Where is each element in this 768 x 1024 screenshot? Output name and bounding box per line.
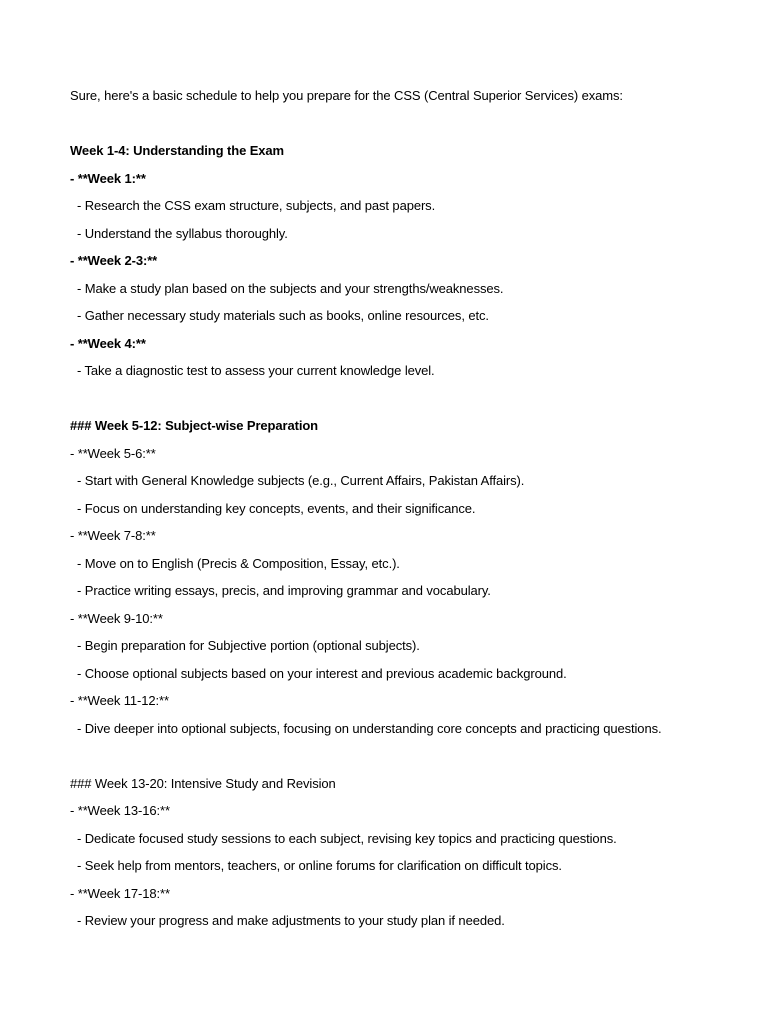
week-label: - **Week 17-18:** — [70, 885, 170, 901]
list-item: - Make a study plan based on the subjects and your strengths/weaknesses. — [70, 280, 504, 296]
list-item: - Gather necessary study materials such as books, online resources, etc. — [70, 308, 489, 323]
document-body — [70, 141, 750, 939]
list-item: - Focus on understanding key concepts, events, and their significance. — [70, 500, 476, 516]
week-label: - **Week 13-16:** — [70, 803, 170, 818]
section-heading: ### Week 13-20: Intensive Study and Revision — [70, 775, 336, 791]
week-label: - **Week 9-10:** — [70, 610, 163, 626]
spacer — [70, 389, 750, 417]
list-item: - Review your progress and make adjustments to your study plan if needed. — [70, 913, 505, 928]
intro-text: Sure, here's a basic schedule to help you prepare for the CSS (Central Superior Services) exams: — [70, 88, 623, 103]
list-item: - Take a diagnostic test to assess your current knowledge level. — [70, 363, 435, 378]
list-item: - Dedicate focused study sessions to each subject, revising key topics and practicing questions. — [70, 830, 617, 846]
list-item: - Understand the syllabus thoroughly. — [70, 225, 288, 241]
list-item: - Choose optional subjects based on your interest and previous academic background. — [70, 665, 567, 681]
list-item: - Start with General Knowledge subjects (e.g., Current Affairs, Pakistan Affairs). — [70, 473, 525, 488]
list-item: - Seek help from mentors, teachers, or online forums for clarification on difficult topics. — [70, 858, 562, 873]
document-page — [70, 86, 750, 939]
list-item: - Move on to English (Precis & Composition, Essay, etc.). — [70, 555, 400, 571]
spacer — [70, 114, 750, 142]
section-heading: ### Week 5-12: Subject-wise Preparation — [70, 418, 319, 433]
list-item: - Research the CSS exam structure, subjects, and past papers. — [70, 198, 436, 213]
spacer — [70, 746, 750, 774]
list-item: - Dive deeper into optional subjects, focusing on understanding core concepts and practicing questions. — [70, 720, 662, 736]
week-label: - **Week 4:** — [70, 335, 146, 351]
week-label: - **Week 2-3:** — [70, 253, 158, 268]
week-label: - **Week 11-12:** — [70, 693, 169, 708]
section-heading: Week 1-4: Understanding the Exam — [70, 143, 285, 158]
list-item: - Practice writing essays, precis, and improving grammar and vocabulary. — [70, 583, 491, 598]
week-label: - **Week 1:** — [70, 170, 146, 186]
week-label: - **Week 7-8:** — [70, 528, 156, 543]
week-label: - **Week 5-6:** — [70, 445, 156, 461]
list-item: - Begin preparation for Subjective portion (optional subjects). — [70, 638, 420, 653]
